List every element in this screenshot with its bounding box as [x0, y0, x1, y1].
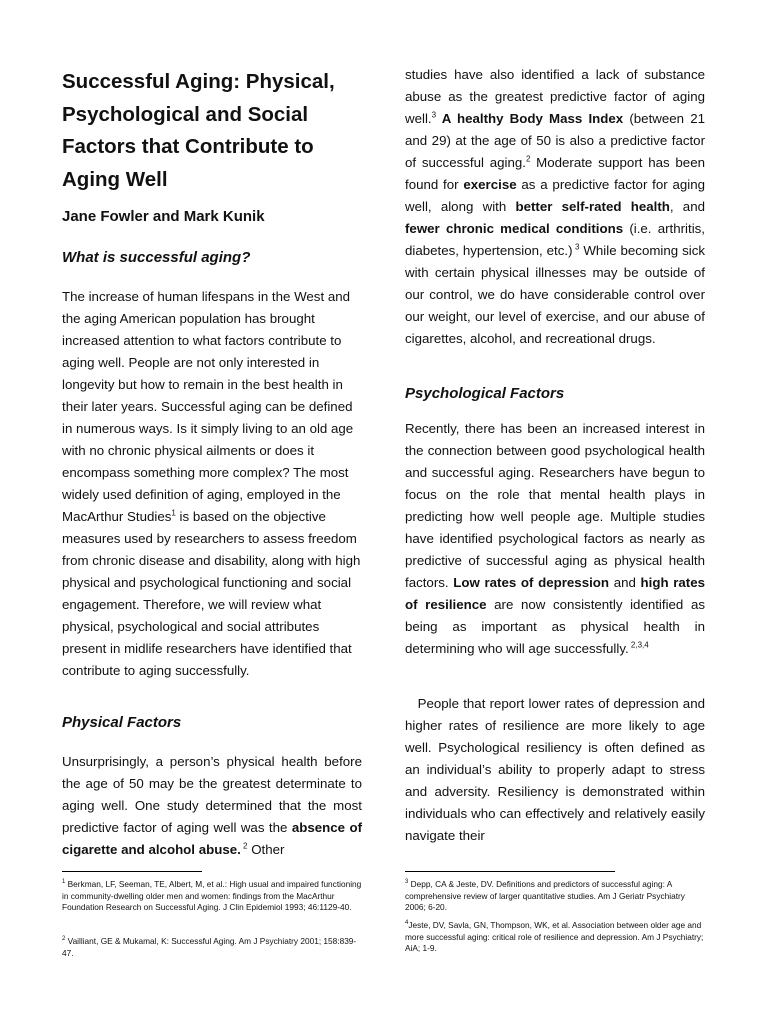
text-run: Other: [247, 842, 285, 857]
text-run: (i.e. arthritis, diabetes, hypertension, etc.): [405, 221, 705, 258]
paragraph-what-is: [62, 286, 362, 682]
footnote-rule: [405, 871, 615, 872]
footnote-rule: [62, 871, 202, 872]
section-heading-physical: Physical Factors: [62, 714, 182, 731]
footnote-mark: 1: [62, 879, 66, 886]
paragraph-psychological-2: People that report lower rates of depression and higher rates of resilience are more likely to age well. Psychological resiliency is often defined as an individual’s ability to properly adapt to stress and adversity. Resiliency is demonstrated within individuals who can effectively and relatively easily navigate their: [405, 696, 709, 843]
text-run: Recently, there has been an increased interest in the connection between good psychological health and successful aging. Researchers have begun to focus on the role that mental health plays in predicting how well people age. Multiple studies have identified psychological factors as nearly as predictive of successful aging as physical health factors.: [405, 421, 705, 590]
bold-term: exercise: [463, 177, 517, 192]
footnote-mark: 3: [405, 879, 409, 886]
text-run: studies have also identified a lack of substance abuse as the greatest predictive factor of aging well.: [405, 67, 705, 126]
text-run: are now consistently identified as being as important as physical health in determining who will age successfully.: [405, 597, 705, 656]
bold-term: better self-rated health: [515, 199, 670, 214]
footnote-text: Berkman, LF, Seeman, TE, Albert, M, et al.: High usual and impaired functioning in community-dwelling older men and women: findings from the MacArthur Foundation Research on Successful Aging. J Clin Epidemiol 1993; 46:1129-40.: [62, 879, 362, 913]
text-run: While becoming sick with certain physical illnesses may be outside of our control, we do have considerable control over our weight, our level of exercise, and our abuse of cigarettes, alcohol, and recreational drugs.: [405, 243, 705, 346]
footnote-mark: 2: [62, 936, 66, 943]
footnote-1: [62, 879, 362, 914]
footnote-mark: 4: [405, 920, 409, 927]
paragraph-physical-2: [405, 64, 705, 350]
footnote-text: Vailliant, GE & Mukamal, K: Successful Aging. Am J Psychiatry 2001; 158:839-47.: [62, 936, 357, 958]
citation-superscript: 2: [240, 841, 248, 851]
text-run: , and: [669, 199, 705, 214]
citation-superscript: 3: [431, 110, 437, 120]
footnote-2: [62, 936, 362, 959]
paragraph-physical-1: [62, 751, 362, 861]
bold-term: absence of cigarette and alcohol abuse.: [62, 820, 363, 857]
text-run: (between 21 and 29) at the age of 50 is also a predictive factor of successful aging.: [405, 111, 705, 170]
paper-title: Successful Aging: Physical, Psychological and Social Factors that Contribute to Aging Well: [62, 70, 335, 191]
footnote-4: [405, 920, 705, 955]
text-run: and: [609, 575, 641, 590]
citation-superscript: 2: [525, 154, 531, 164]
citation-superscript: 3: [572, 242, 580, 252]
footnote-3: [405, 879, 705, 914]
section-heading-what-is: What is successful aging?: [62, 249, 251, 266]
bold-term: A healthy Body Mass Index: [436, 111, 624, 126]
text-run: as a predictive factor for aging well, along with: [405, 177, 705, 214]
section-heading-psychological: Psychological Factors: [405, 385, 565, 402]
citation-superscript: 1: [171, 508, 176, 518]
text-run: is based on the objective measures used by researchers to assess freedom from chronic disease and disability, along with high physical and psychological functioning and social engagement. Therefore, we will review what physical, psychological and social attributes present in midlife researchers have identified that contribute to aging successfully.: [62, 509, 361, 678]
footnote-text: Jeste, DV, Savla, GN, Thompson, WK, et al. Association between older age and more successful aging: critical role of resilience and depression. Am J Psychiatry; AiA; 1-9.: [405, 920, 704, 954]
footnote-text: Depp, CA & Jeste, DV. Definitions and predictors of successful aging: A comprehensive review of larger quantitative studies. Am J Geriatr Psychiatry 2006; 6-20.: [405, 879, 685, 913]
text-run: Moderate support has been found for: [405, 155, 705, 192]
bold-term: high rates of resilience: [405, 575, 706, 612]
paragraph-psychological-1: [405, 418, 705, 660]
authors: Jane Fowler and Mark Kunik: [62, 208, 265, 225]
text-run: Unsurprisingly, a person’s physical health before the age of 50 may be the greatest determinate to aging well. One study determined that the most predictive factor of aging well was the: [62, 754, 362, 835]
text-run: The increase of human lifespans in the West and the aging American population has brought increased attention to what factors contribute to aging well. People are not only interested in longevity but how to remain in the best health in their later years. Successful aging can be defined in numerous ways. Is it simply living to an old age with no chronic physical ailments or does it encompass something more complex? The most widely used definition of aging, employed in the MacArthur Studies: [62, 289, 354, 524]
bold-term: Low rates of depression: [453, 575, 610, 590]
citation-superscript: 2,3,4: [628, 640, 649, 650]
bold-term: fewer chronic medical conditions: [405, 221, 624, 236]
